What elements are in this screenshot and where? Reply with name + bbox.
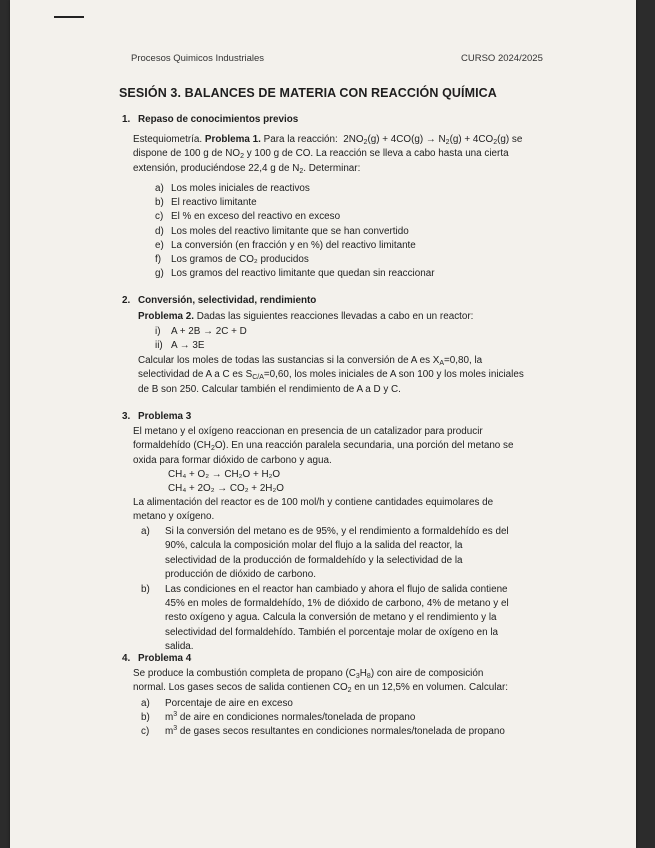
topic-label: Estequiometría. <box>133 134 203 145</box>
list-item: c) El % en exceso del reactivo en exceso <box>155 211 341 223</box>
problem-3-statement: El metano y el oxígeno reaccionan en presencia de un catalizador para producir formaldehído $(CH_2O)$. En una reacción paralela secundaria, una porción del metano se oxida para formar dióxido de carbono y agua. <box>133 426 514 466</box>
reaction-item: i) A + 2B → 2C + D <box>155 326 247 337</box>
list-item: a) Los moles iniciales de reactivos <box>155 183 310 194</box>
list-item: d) Los moles del reactivo limitante que se han convertido <box>155 225 409 237</box>
session-title: SESIÓN 3. BALANCES DE MATERIA CON REACCIÓN QUÍMICA <box>119 86 497 100</box>
list-item: f) Los gramos de CO₂ producidos <box>155 253 309 265</box>
problem-4-questions <box>141 697 505 740</box>
list-item: b) El reactivo limitante <box>155 197 257 209</box>
section-4-heading: 4. Problema 4 <box>122 653 192 664</box>
pen-mark <box>54 16 84 18</box>
section-2-heading: 2. Conversión, selectividad, rendimiento <box>122 295 317 306</box>
problem-2-reactions <box>155 325 247 353</box>
course-name: Procesos Quimicos Industriales <box>131 53 265 64</box>
problem-1-statement: Estequiometría. Problema 1. Para la reacción: $2NO_2(g) + 4CO(g) \to N_2(g) + 4CO_2(g)$ se dispone de 100 g de $NO_2$ y 100 g de CO. La reacción se lleva a cabo hasta una cierta extensión, produciéndose 22,4 g de $N_2$. Determinar: <box>133 134 523 175</box>
list-item: e) La conversión (en fracción y en %) del reactivo limitante <box>155 239 416 251</box>
problem-3-questions <box>141 525 509 655</box>
problem-3-feed: La alimentación del reactor es de 100 mol/h y contiene cantidades equimolares de metano y oxígeno. <box>133 497 494 523</box>
section-1-heading: 1. Repaso de conocimientos previos <box>122 114 299 125</box>
course-year: CURSO 2024/2025 <box>461 53 543 64</box>
list-item: a) Porcentaje de aire en exceso <box>141 698 293 709</box>
problem-4-statement: Se produce la combustión completa de propano $(C_3H_8)$ con aire de composición normal. Los gases secos de salida contienen $CO_2$ en un 12,5% en volumen. Calcular: <box>133 668 508 695</box>
equation: CH₄ + 2O₂ → CO₂ + 2H₂O <box>168 483 284 495</box>
list-item: g) Los gramos del reactivo limitante que quedan sin reaccionar <box>155 268 435 280</box>
reaction-item: ii) A → 3E <box>155 340 205 352</box>
problem-2-statement: Calcular los moles de todas las sustancias si la conversión de A es $X_A=0,80$, la selectividad de A a C es $S_{C/A}=0,60$, los moles iniciales de A son 100 y los moles iniciales de B son 250. Calcular también el rendimiento de A a D y C. <box>138 355 524 395</box>
problem-2-intro: Problema 2. Dadas las siguientes reacciones llevadas a cabo en un reactor: <box>138 311 474 322</box>
problem-3-equations <box>168 468 284 496</box>
section-3-heading: 3. Problema 3 <box>122 411 192 422</box>
problem-1-label: Problema 1. <box>204 134 261 145</box>
list-item: b) Las condiciones en el reactor han cambiado y ahora el flujo de salida contiene 45% en moles de formaldehído, 1% de dióxido de carbono, 4% de metano y el resto oxígeno y agua. Calcula la conversión de metano y el rendimiento y la selectividad del formaldehído. También el porcentaje molar de oxígeno en la salida. <box>141 583 509 653</box>
list-item: c) $m^3$ de gases secos resultantes en condiciones normales/tonelada de propano <box>141 725 505 738</box>
list-item: b) $m^3$ de aire en condiciones normales/tonelada de propano <box>141 711 416 724</box>
list-item: a) Si la conversión del metano es de 95%, y el rendimiento a formaldehído es del 90%, calcula la composición molar del flujo a la salida del reactor, la selectividad de la producción de formaldehído y la selectividad de la producción de dióxido de carbono. <box>141 526 509 581</box>
problem-1-questions <box>155 182 434 281</box>
document-page <box>10 0 636 848</box>
equation: CH₄ + O₂ → CH₂O + H₂O <box>168 469 281 480</box>
